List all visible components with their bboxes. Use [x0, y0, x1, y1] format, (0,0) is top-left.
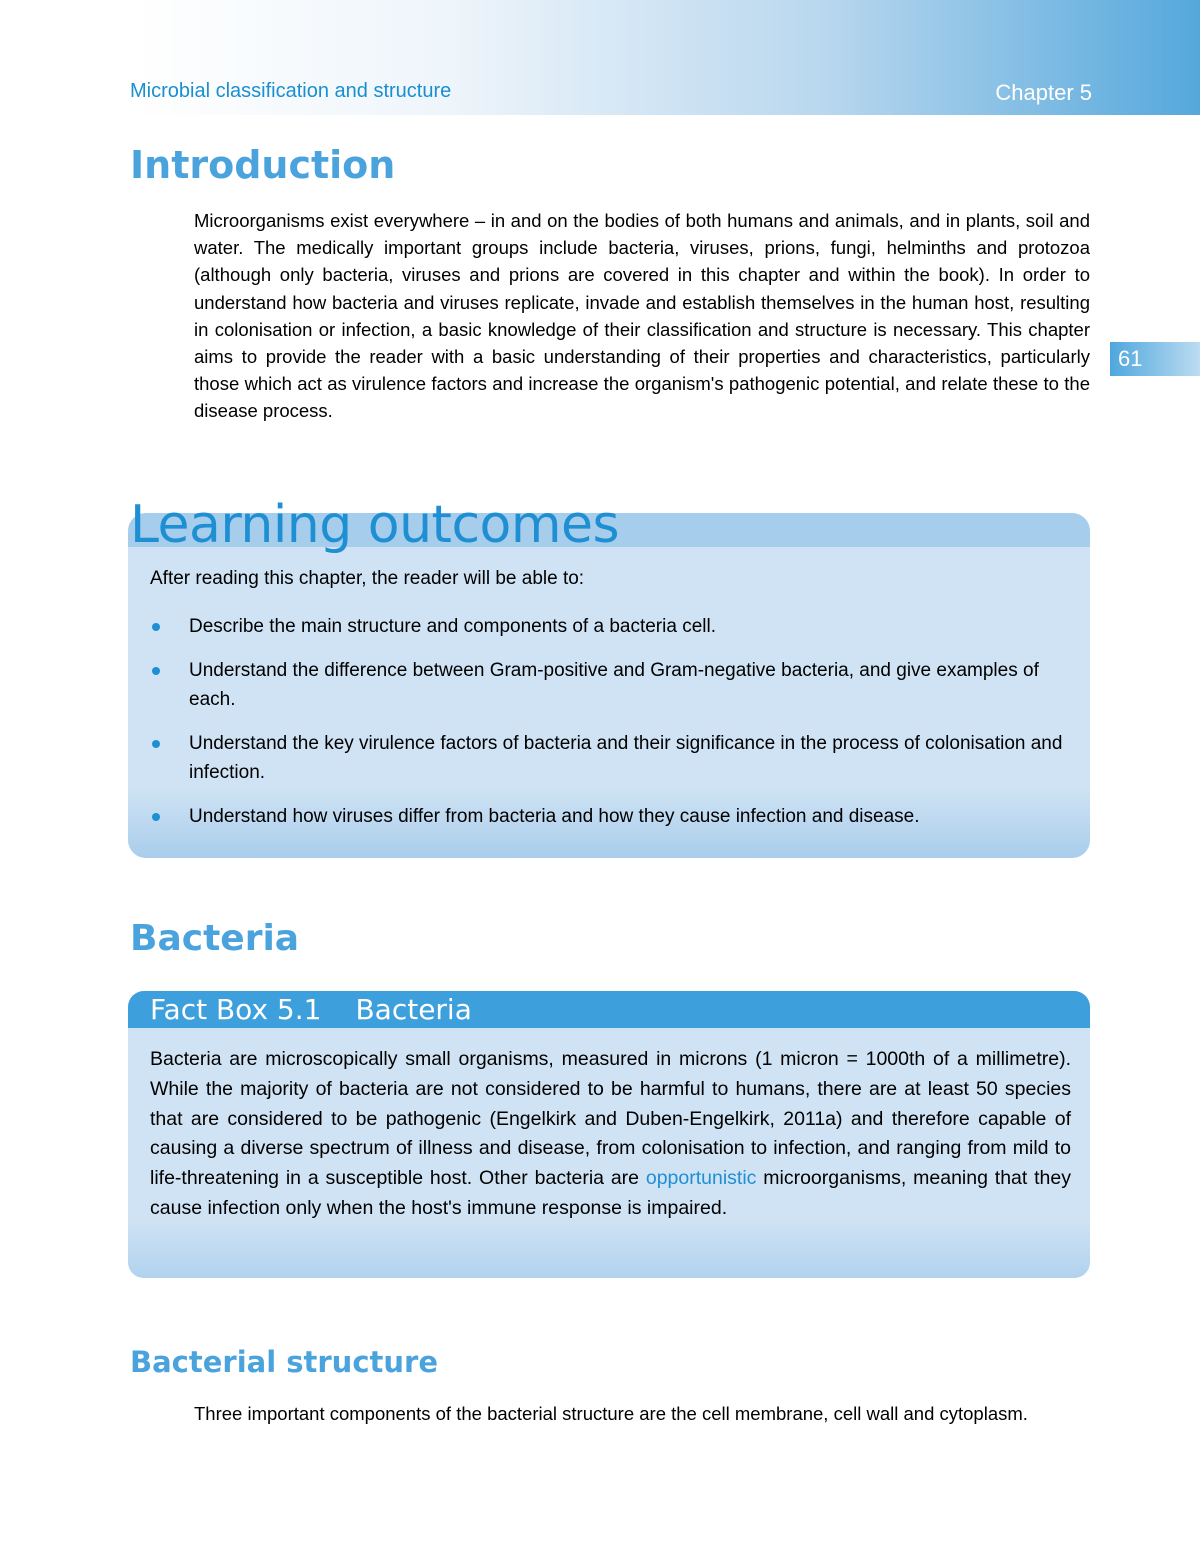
bullet-icon [152, 667, 160, 675]
bacterial-structure-heading: Bacterial structure [130, 1345, 438, 1379]
bullet-icon [152, 813, 160, 821]
list-item [150, 729, 1072, 787]
learning-outcomes-list [150, 612, 1072, 846]
learning-outcomes-intro: After reading this chapter, the reader will be able to: [150, 568, 585, 589]
fact-box-text-end: microorganisms, meaning that they cause infection only when the host's immune response is impaired. [150, 1167, 1071, 1219]
fact-box-title [150, 991, 472, 1028]
list-item-text: Understand the key virulence factors of bacteria and their significance in the process of colonisation and infection. [189, 733, 1063, 783]
introduction-heading: Introduction [130, 143, 396, 187]
fact-box-paragraph [150, 1045, 1071, 1224]
fact-box-label: Fact Box 5.1 [150, 993, 322, 1026]
fact-box-text: Bacteria are microscopically small organisms, measured in microns (1 micron = 1000th of a millimetre). While the majority of bacteria are not considered to be harmful to humans, there are at least 50 species that are considered to be pathogenic (Engelkirk and Duben-Engelkirk, 2011a) and therefore capable of causing a diverse spectrum of illness and disease, from colonisation to infection, and ranging from mild to life-threatening in a susceptible host. Other bacteria are [150, 1048, 1071, 1190]
running-head: Microbial classification and structure [130, 80, 452, 102]
fact-box-shade [128, 1218, 1090, 1278]
list-item [150, 802, 1072, 831]
list-item [150, 656, 1072, 714]
bacterial-structure-paragraph: Three important components of the bacterial structure are the cell membrane, cell wall and cytoplasm. [194, 1403, 1028, 1424]
list-item-text: Understand the difference between Gram-positive and Gram-negative bacteria, and give examples of each. [189, 660, 1039, 710]
list-item-text: Understand how viruses differ from bacteria and how they cause infection and disease. [189, 806, 920, 827]
glossary-term-opportunistic[interactable]: opportunistic [645, 1167, 757, 1190]
bacteria-heading: Bacteria [130, 918, 300, 959]
fact-box-name: Bacteria [355, 993, 472, 1026]
list-item-text: Describe the main structure and components of a bacteria cell. [189, 616, 716, 637]
introduction-paragraph: Microorganisms exist everywhere – in and on the bodies of both humans and animals, and in plants, soil and water. The medically important groups include bacteria, viruses, prions, fungi, helminths and protozoa (although only bacteria, viruses and prions are covered in this chapter and within the book). In order to understand how bacteria and viruses replicate, invade and establish themselves in the human host, resulting in colonisation or infection, a basic knowledge of their classification and structure is necessary. This chapter aims to provide the reader with a basic understanding of their properties and characteristics, particularly those which act as virulence factors and increase the organism's pathogenic potential, and relate these to the disease process. [194, 210, 1090, 422]
list-item [150, 612, 1072, 641]
chapter-label: Chapter 5 [995, 80, 1092, 105]
bullet-icon [152, 740, 160, 748]
bullet-icon [152, 623, 160, 631]
learning-outcomes-heading: Learning outcomes [130, 495, 620, 555]
page-number: 61 [1118, 346, 1143, 371]
page-number-tab [1110, 342, 1200, 376]
